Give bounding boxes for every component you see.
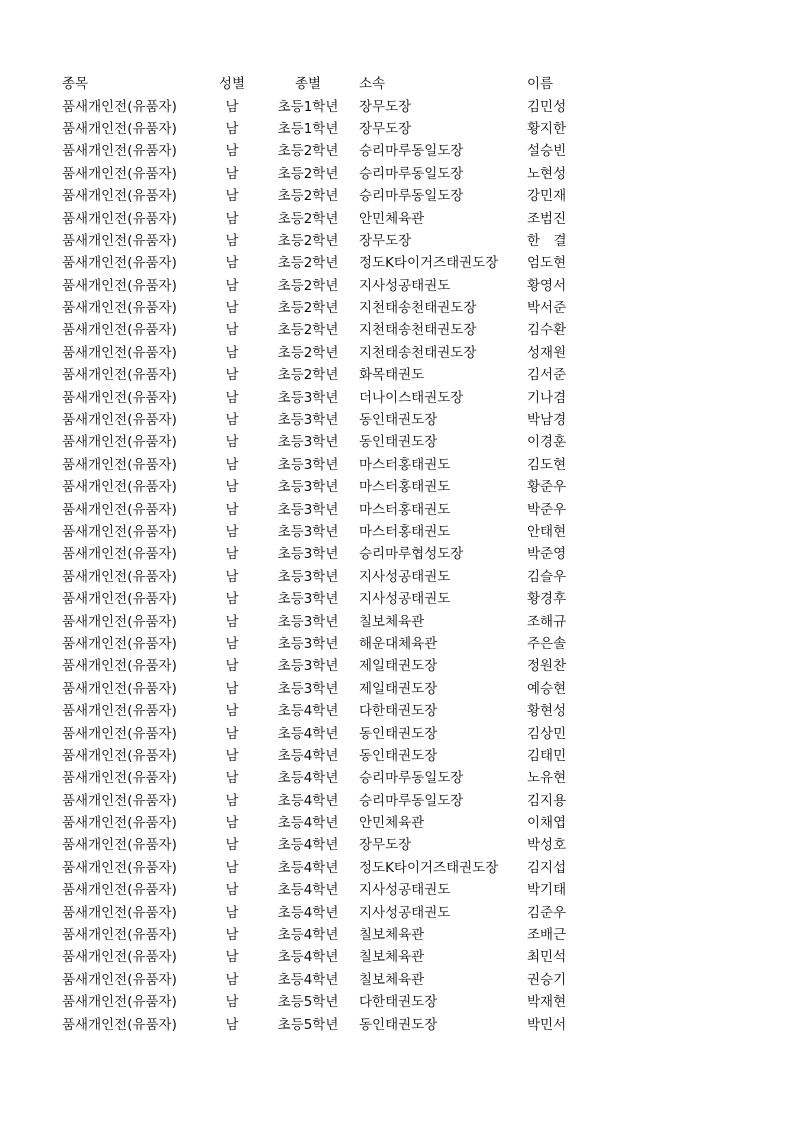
table-row (62, 944, 587, 966)
cell-club: 승리마루동일도장 (359, 770, 464, 787)
cell-event: 품새개인전(유품자) (62, 837, 177, 854)
cell-event: 품새개인전(유품자) (62, 322, 177, 339)
cell-gender: 남 (225, 412, 239, 429)
header-gender: 성별 (218, 76, 246, 93)
cell-club: 동인태권도장 (359, 434, 438, 451)
cell-name: 김태민 (527, 747, 567, 764)
cell-grade: 초등4학년 (277, 837, 339, 854)
cell-event: 품새개인전(유품자) (62, 165, 177, 182)
cell-event: 품새개인전(유품자) (62, 277, 177, 294)
cell-gender: 남 (225, 367, 239, 384)
table-row (62, 93, 587, 115)
cell-club: 동인태권도장 (359, 1016, 438, 1033)
cell-gender: 남 (225, 680, 239, 697)
cell-gender: 남 (225, 546, 239, 563)
cell-name: 박준우 (527, 501, 567, 518)
roster-table (62, 71, 587, 1034)
cell-name: 주은솔 (527, 635, 567, 652)
cell-name: 조해규 (527, 613, 567, 630)
cell-name: 박준영 (527, 546, 567, 563)
cell-name: 강민재 (527, 188, 567, 205)
cell-grade: 초등4학년 (277, 882, 339, 899)
cell-club: 지사성공태권도 (359, 904, 451, 921)
cell-event: 품새개인전(유품자) (62, 949, 177, 966)
cell-event: 품새개인전(유품자) (62, 792, 177, 809)
cell-event: 품새개인전(유품자) (62, 680, 177, 697)
cell-grade: 초등1학년 (277, 98, 339, 115)
table-row (62, 1011, 587, 1033)
cell-gender: 남 (225, 747, 239, 764)
cell-grade: 초등3학년 (277, 613, 339, 630)
cell-grade: 초등2학년 (277, 277, 339, 294)
cell-club: 안민체육관 (359, 815, 425, 832)
cell-grade: 초등4학년 (277, 770, 339, 787)
cell-event: 품새개인전(유품자) (62, 143, 177, 160)
cell-name: 김슬우 (527, 568, 567, 585)
cell-gender: 남 (225, 949, 239, 966)
cell-event: 품새개인전(유품자) (62, 367, 177, 384)
cell-event: 품새개인전(유품자) (62, 479, 177, 496)
cell-grade: 초등3학년 (277, 658, 339, 675)
cell-grade: 초등4학년 (277, 859, 339, 876)
table-row (62, 855, 587, 877)
cell-name: 황영서 (527, 277, 567, 294)
cell-event: 품새개인전(유품자) (62, 882, 177, 899)
cell-club: 정도K타이거즈태권도장 (359, 255, 499, 272)
header-grade: 종별 (294, 76, 322, 93)
table-row (62, 989, 587, 1011)
cell-gender: 남 (225, 568, 239, 585)
cell-gender: 남 (225, 300, 239, 317)
cell-event: 품새개인전(유품자) (62, 188, 177, 205)
cell-grade: 초등2학년 (277, 232, 339, 249)
cell-event: 품새개인전(유품자) (62, 703, 177, 720)
cell-name: 박성호 (527, 837, 567, 854)
cell-club: 마스터홍태권도 (359, 501, 451, 518)
cell-name: 박재현 (527, 994, 567, 1011)
table-row (62, 541, 587, 563)
cell-event: 품새개인전(유품자) (62, 568, 177, 585)
table-row (62, 228, 587, 250)
cell-event: 품새개인전(유품자) (62, 546, 177, 563)
cell-gender: 남 (225, 792, 239, 809)
header-name: 이름 (527, 76, 554, 93)
table-row (62, 899, 587, 921)
cell-gender: 남 (225, 120, 239, 137)
cell-club: 마스터홍태권도 (359, 524, 451, 540)
cell-name: 한 결 (527, 232, 567, 249)
cell-grade: 초등4학년 (277, 703, 339, 720)
cell-name: 김민성 (527, 98, 567, 115)
roster-body (62, 93, 587, 1033)
cell-grade: 초등2학년 (277, 322, 339, 339)
cell-club: 승리마루동일도장 (359, 188, 464, 205)
cell-event: 품새개인전(유품자) (62, 658, 177, 675)
cell-club: 동인태권도장 (359, 725, 438, 742)
cell-club: 해운대체육관 (359, 635, 438, 652)
cell-event: 품새개인전(유품자) (62, 1016, 177, 1033)
cell-gender: 남 (225, 501, 239, 518)
table-row (62, 183, 587, 205)
cell-grade: 초등5학년 (277, 1016, 339, 1033)
table-row (62, 922, 587, 944)
cell-name: 성재원 (527, 344, 567, 361)
cell-club: 칠보체육관 (359, 613, 425, 630)
table-row (62, 295, 587, 317)
cell-grade: 초등3학년 (277, 412, 339, 429)
cell-name: 권승기 (527, 971, 567, 988)
cell-grade: 초등2학년 (277, 188, 339, 205)
table-row (62, 273, 587, 295)
table-row (62, 250, 587, 272)
header-club: 소속 (359, 76, 386, 93)
cell-event: 품새개인전(유품자) (62, 613, 177, 630)
cell-club: 승리마루협성도장 (359, 546, 464, 563)
cell-club: 칠보체육관 (359, 949, 425, 966)
cell-event: 품새개인전(유품자) (62, 524, 177, 540)
table-row (62, 138, 587, 160)
table-row (62, 586, 587, 608)
cell-event: 품새개인전(유품자) (62, 120, 177, 137)
table-row (62, 608, 587, 630)
table-row (62, 384, 587, 406)
cell-name: 예승현 (527, 680, 567, 697)
cell-name: 조범진 (527, 210, 567, 227)
cell-event: 품새개인전(유품자) (62, 815, 177, 832)
table-row (62, 810, 587, 832)
header-row (62, 71, 587, 93)
cell-club: 지사성공태권도 (359, 591, 451, 608)
cell-gender: 남 (225, 613, 239, 630)
cell-club: 승리마루동일도장 (359, 143, 464, 160)
cell-name: 김지섭 (527, 859, 567, 876)
cell-event: 품새개인전(유품자) (62, 434, 177, 451)
cell-name: 황경후 (527, 591, 567, 608)
cell-gender: 남 (225, 882, 239, 899)
cell-grade: 초등3학년 (277, 501, 339, 518)
cell-club: 칠보체육관 (359, 971, 425, 988)
cell-name: 조배근 (527, 927, 567, 944)
cell-grade: 초등5학년 (277, 994, 339, 1011)
cell-club: 다한태권도장 (359, 703, 438, 720)
cell-gender: 남 (225, 143, 239, 160)
table-row (62, 116, 587, 138)
cell-gender: 남 (225, 994, 239, 1011)
cell-club: 장무도장 (359, 232, 412, 249)
table-row (62, 720, 587, 742)
cell-gender: 남 (225, 927, 239, 944)
cell-gender: 남 (225, 188, 239, 205)
table-row (62, 496, 587, 518)
cell-grade: 초등3학년 (277, 456, 339, 473)
cell-name: 박기태 (527, 882, 567, 899)
cell-gender: 남 (225, 389, 239, 406)
table-row (62, 340, 587, 362)
cell-name: 최민석 (527, 949, 567, 966)
cell-name: 김서준 (527, 367, 567, 384)
cell-gender: 남 (225, 210, 239, 227)
cell-gender: 남 (225, 859, 239, 876)
cell-grade: 초등2학년 (277, 344, 339, 361)
cell-grade: 초등2학년 (277, 165, 339, 182)
table-row (62, 698, 587, 720)
cell-grade: 초등3학년 (277, 635, 339, 652)
cell-club: 장무도장 (359, 120, 412, 137)
cell-club: 안민체육관 (359, 210, 425, 227)
cell-club: 지천태송천태권도장 (359, 322, 477, 339)
cell-event: 품새개인전(유품자) (62, 412, 177, 429)
cell-event: 품새개인전(유품자) (62, 210, 177, 227)
table-row (62, 788, 587, 810)
cell-club: 마스터홍태권도 (359, 456, 451, 473)
cell-club: 승리마루동일도장 (359, 792, 464, 809)
cell-club: 승리마루동일도장 (359, 165, 464, 182)
table-row (62, 631, 587, 653)
table-row (62, 877, 587, 899)
cell-club: 다한태권도장 (359, 994, 438, 1011)
cell-event: 품새개인전(유품자) (62, 501, 177, 518)
cell-gender: 남 (225, 703, 239, 720)
table-row (62, 519, 587, 541)
table-row (62, 317, 587, 339)
cell-event: 품새개인전(유품자) (62, 456, 177, 473)
cell-gender: 남 (225, 904, 239, 921)
cell-name: 김수환 (527, 322, 567, 339)
cell-club: 지천태송천태권도장 (359, 344, 477, 361)
cell-event: 품새개인전(유품자) (62, 747, 177, 764)
cell-name: 엄도현 (527, 255, 567, 272)
cell-name: 김상민 (527, 725, 567, 742)
cell-grade: 초등4학년 (277, 815, 339, 832)
cell-gender: 남 (225, 658, 239, 675)
cell-name: 기나겸 (527, 389, 567, 406)
cell-gender: 남 (225, 725, 239, 742)
cell-name: 황현성 (527, 703, 567, 720)
cell-club: 칠보체육관 (359, 927, 425, 944)
table-row (62, 407, 587, 429)
cell-club: 지천태송천태권도장 (359, 300, 477, 317)
cell-grade: 초등2학년 (277, 367, 339, 384)
table-row (62, 564, 587, 586)
cell-gender: 남 (225, 456, 239, 473)
cell-event: 품새개인전(유품자) (62, 98, 177, 115)
table-row (62, 362, 587, 384)
cell-gender: 남 (225, 277, 239, 294)
cell-club: 화목태권도 (359, 367, 425, 384)
cell-event: 품새개인전(유품자) (62, 927, 177, 944)
cell-event: 품새개인전(유품자) (62, 971, 177, 988)
cell-gender: 남 (225, 232, 239, 249)
cell-grade: 초등3학년 (277, 568, 339, 585)
cell-club: 지사성공태권도 (359, 882, 451, 899)
cell-club: 정도K타이거즈태권도장 (359, 859, 499, 876)
cell-club: 제일태권도장 (359, 658, 438, 675)
cell-name: 설승빈 (527, 143, 567, 160)
cell-grade: 초등4학년 (277, 747, 339, 764)
cell-club: 장무도장 (359, 98, 412, 115)
cell-grade: 초등4학년 (277, 792, 339, 809)
cell-event: 품새개인전(유품자) (62, 859, 177, 876)
cell-event: 품새개인전(유품자) (62, 344, 177, 361)
cell-name: 정원찬 (527, 658, 567, 675)
cell-grade: 초등3학년 (277, 389, 339, 406)
cell-grade: 초등1학년 (277, 120, 339, 137)
table-row (62, 452, 587, 474)
cell-club: 동인태권도장 (359, 747, 438, 764)
cell-name: 안태현 (527, 524, 567, 540)
cell-grade: 초등4학년 (277, 927, 339, 944)
cell-grade: 초등4학년 (277, 971, 339, 988)
cell-grade: 초등4학년 (277, 949, 339, 966)
cell-grade: 초등3학년 (277, 479, 339, 496)
table-row (62, 967, 587, 989)
cell-event: 품새개인전(유품자) (62, 770, 177, 787)
table-row (62, 743, 587, 765)
cell-gender: 남 (225, 344, 239, 361)
cell-name: 김준우 (527, 904, 567, 921)
cell-gender: 남 (225, 635, 239, 652)
cell-gender: 남 (225, 815, 239, 832)
cell-name: 황지한 (527, 120, 567, 137)
cell-gender: 남 (225, 479, 239, 496)
cell-club: 장무도장 (359, 837, 412, 854)
table-row (62, 161, 587, 183)
cell-name: 황준우 (527, 479, 567, 496)
cell-grade: 초등3학년 (277, 546, 339, 563)
cell-event: 품새개인전(유품자) (62, 255, 177, 272)
roster-header (62, 71, 587, 93)
cell-club: 마스터홍태권도 (359, 479, 451, 496)
cell-club: 동인태권도장 (359, 412, 438, 429)
cell-name: 박남경 (527, 412, 567, 429)
cell-grade: 초등2학년 (277, 143, 339, 160)
table-row (62, 676, 587, 698)
cell-event: 품새개인전(유품자) (62, 635, 177, 652)
cell-club: 지사성공태권도 (359, 568, 451, 585)
cell-name: 박서준 (527, 300, 567, 317)
cell-club: 지사성공태권도 (359, 277, 451, 294)
cell-name: 이경훈 (527, 434, 567, 451)
cell-gender: 남 (225, 971, 239, 988)
cell-gender: 남 (225, 322, 239, 339)
cell-event: 품새개인전(유품자) (62, 232, 177, 249)
cell-club: 제일태권도장 (359, 680, 438, 697)
table-row (62, 653, 587, 675)
table-row (62, 205, 587, 227)
cell-grade: 초등3학년 (277, 524, 339, 540)
cell-grade: 초등4학년 (277, 904, 339, 921)
cell-gender: 남 (225, 434, 239, 451)
table-row (62, 765, 587, 787)
cell-event: 품새개인전(유품자) (62, 389, 177, 406)
cell-name: 김지용 (527, 792, 567, 809)
cell-gender: 남 (225, 98, 239, 115)
cell-gender: 남 (225, 524, 239, 540)
cell-grade: 초등3학년 (277, 591, 339, 608)
cell-name: 노현성 (527, 165, 567, 182)
cell-name: 노유현 (527, 770, 567, 787)
cell-gender: 남 (225, 770, 239, 787)
cell-name: 박민서 (527, 1016, 567, 1033)
cell-gender: 남 (225, 165, 239, 182)
cell-grade: 초등2학년 (277, 255, 339, 272)
cell-grade: 초등4학년 (277, 725, 339, 742)
cell-club: 더나이스태권도장 (359, 389, 464, 406)
cell-event: 품새개인전(유품자) (62, 300, 177, 317)
header-event: 종목 (62, 76, 89, 93)
table-row (62, 832, 587, 854)
cell-event: 품새개인전(유품자) (62, 591, 177, 608)
cell-name: 김도현 (527, 456, 567, 473)
cell-gender: 남 (225, 1016, 239, 1033)
cell-grade: 초등2학년 (277, 210, 339, 227)
cell-grade: 초등3학년 (277, 434, 339, 451)
cell-event: 품새개인전(유품자) (62, 904, 177, 921)
cell-gender: 남 (225, 591, 239, 608)
cell-event: 품새개인전(유품자) (62, 994, 177, 1011)
cell-name: 이채엽 (527, 815, 567, 832)
cell-event: 품새개인전(유품자) (62, 725, 177, 742)
table-row (62, 429, 587, 451)
cell-grade: 초등2학년 (277, 300, 339, 317)
table-row (62, 474, 587, 496)
cell-grade: 초등3학년 (277, 680, 339, 697)
cell-gender: 남 (225, 837, 239, 854)
cell-gender: 남 (225, 255, 239, 272)
